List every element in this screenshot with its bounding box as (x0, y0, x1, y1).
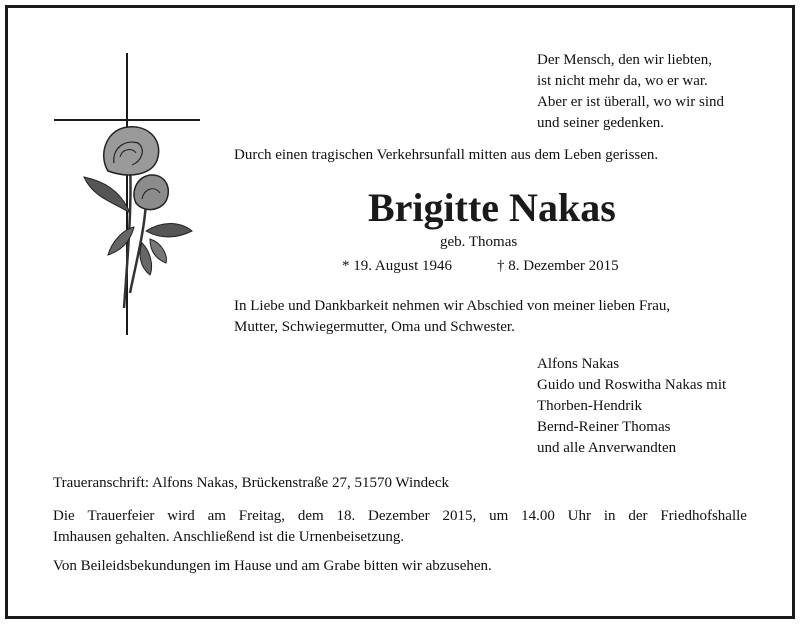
ceremony-word: um (489, 508, 509, 524)
cross-icon (54, 53, 200, 335)
ceremony-word: Dezember (368, 508, 430, 524)
farewell-text (234, 296, 670, 338)
mourner: Thorben-Hendrik (537, 398, 642, 414)
ceremony-word: dem (297, 508, 324, 524)
ceremony-word: Die (53, 508, 75, 524)
poem-line: Der Mensch, den wir liebten, (537, 52, 712, 68)
ceremony-word: 2015, (442, 508, 477, 524)
ceremony-word: wird (167, 508, 195, 524)
mourners-list (537, 354, 726, 459)
mourner: Guido und Roswitha Nakas mit (537, 377, 727, 393)
death-date: † 8. Dezember 2015 (497, 258, 619, 274)
rose-icon (84, 127, 192, 308)
poem (537, 50, 724, 134)
ceremony-word: Freitag, (238, 508, 285, 524)
poem-line: ist nicht mehr da, wo er war. (537, 73, 708, 89)
farewell-line: In Liebe und Dankbarkeit nehmen wir Abschied von meiner lieben Frau, (234, 298, 671, 314)
ceremony-word: Trauerfeier (87, 508, 155, 524)
mourner: Bernd-Reiner Thomas (537, 419, 671, 435)
poem-line: und seiner gedenken. (537, 115, 665, 131)
poem-line: Aber er ist überall, wo wir sind (537, 94, 725, 110)
ceremony-word: in (603, 508, 616, 524)
deceased-name: Brigitte Nakas (368, 185, 616, 230)
ceremony-word: 14.00 (521, 508, 555, 524)
ceremony-line: Imhausen gehalten. Anschließend ist die Urnenbeisetzung. (53, 529, 405, 545)
ceremony-word: Friedhofshalle (660, 508, 747, 524)
mourning-address: Traueranschrift: Alfons Nakas, Brückenstraße 27, 51570 Windeck (53, 475, 449, 491)
ceremony-word: 18. (336, 508, 356, 524)
mourner: Alfons Nakas (537, 356, 620, 372)
cross-rose-illustration (50, 53, 205, 338)
mourner: und alle Anverwandten (537, 440, 677, 456)
ceremony-line (53, 506, 747, 527)
maiden-name: geb. Thomas (440, 234, 518, 250)
farewell-line: Mutter, Schwiegermutter, Oma und Schwester. (234, 319, 515, 335)
intro-text: Durch einen tragischen Verkehrsunfall mitten aus dem Leben gerissen. (234, 147, 659, 163)
condolence-note: Von Beileidsbekundungen im Hause und am Grabe bitten wir abzusehen. (53, 558, 492, 574)
ceremony-text (53, 506, 747, 548)
ceremony-word: der (628, 508, 648, 524)
birth-date: * 19. August 1946 (342, 258, 453, 274)
ceremony-word: Uhr (567, 508, 591, 524)
ceremony-word: am (207, 508, 226, 524)
